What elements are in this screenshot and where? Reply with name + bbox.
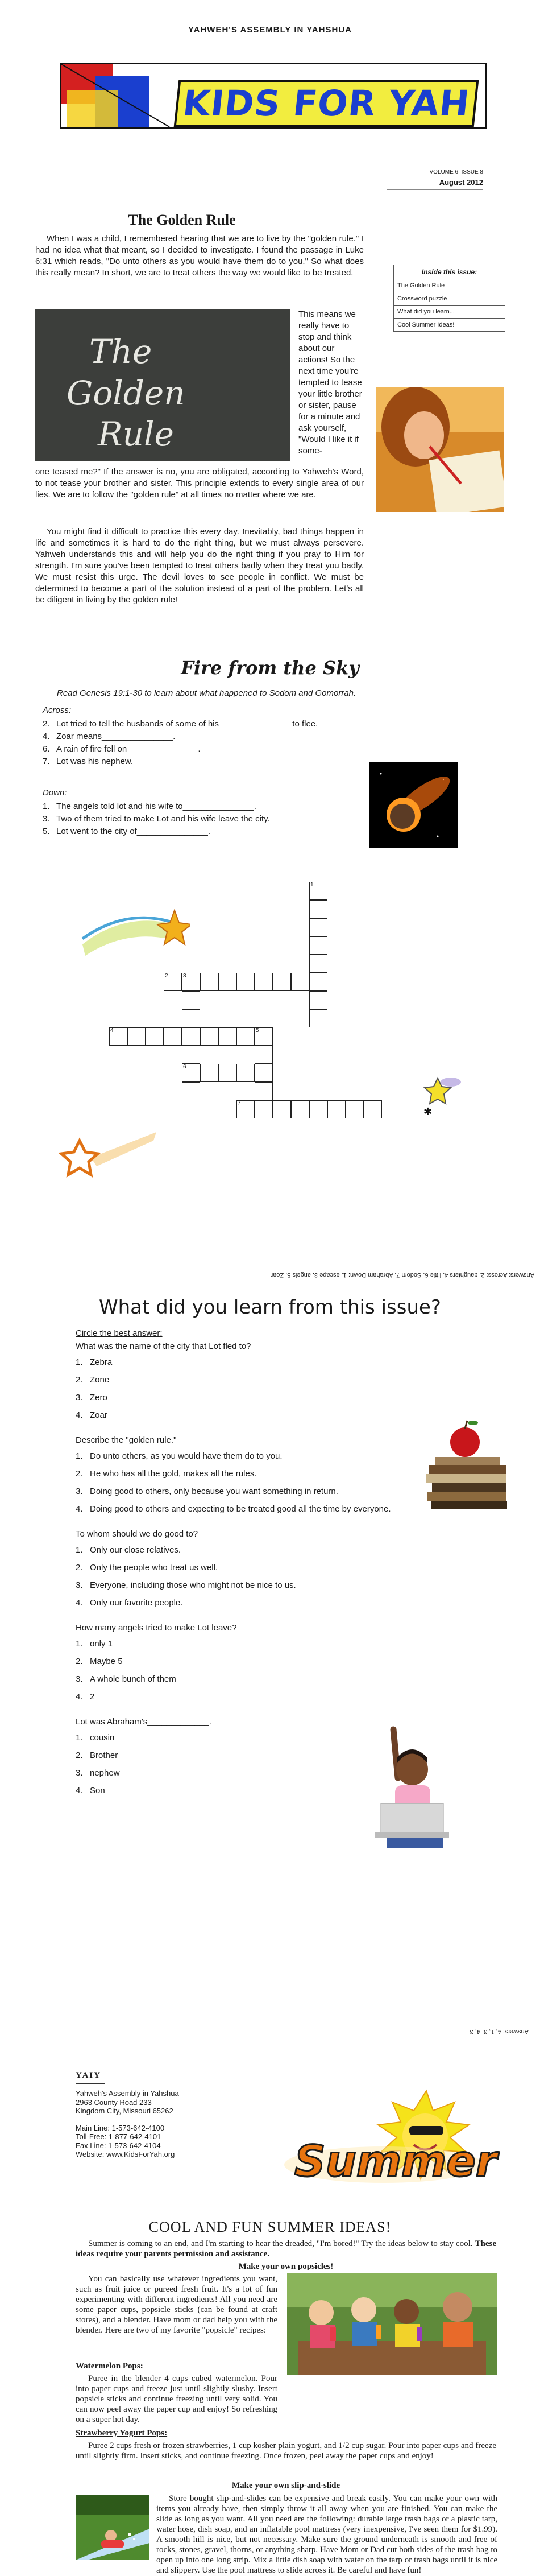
popsicle: [417, 2327, 422, 2341]
crossword-cell[interactable]: [146, 1027, 164, 1046]
clue-text: Lot tried to tell the husbands of some of his _______________to flee.: [56, 719, 318, 729]
option-number: 1.: [76, 1357, 83, 1367]
answer-option[interactable]: [76, 1594, 428, 1612]
book: [427, 1492, 506, 1501]
popsicle-paragraph: You can basically use whatever ingredients you want, such as fruit juice or pureed fresh fruit. It's a lot of fun experimenting with different ingredients! All you need are some paper cups, popsicle sticks (can be found at craft stores), and a blender. Have mom or dad help you with the blender. Here are two of my favorite "popsicle" recipes:: [76, 2274, 277, 2335]
contact-line: Kingdom City, Missouri 65262: [76, 2107, 173, 2115]
clue-item: [43, 813, 378, 825]
star: [437, 836, 439, 837]
meteor-image: [369, 762, 458, 848]
answer-option[interactable]: [76, 1353, 428, 1371]
clue-number: 6.: [43, 744, 50, 754]
answer-option[interactable]: [76, 1576, 428, 1594]
answer-option[interactable]: [76, 1447, 428, 1465]
girl-writing-photo: [376, 387, 504, 512]
water-splash: [133, 2538, 135, 2540]
chalk-word-2: Golden: [67, 374, 185, 412]
clue-text: The angels told lot and his wife to_______________.: [56, 802, 256, 811]
kids-popsicles-illustration: [287, 2273, 497, 2375]
crossword-cell[interactable]: [291, 973, 309, 991]
summer-clipart: [284, 2085, 500, 2187]
apple-stem: [465, 1421, 467, 1429]
comet-star: [61, 1141, 98, 1175]
issue-date: August 2012: [439, 178, 483, 187]
crossword-grid: [0, 876, 540, 1107]
strawberry-paragraph: Puree 2 cups fresh or frozen strawberries, 1 cup kosher plain yogurt, and 1/2 cup sugar. Pour into paper cups and freeze until slightly firm. Insert sticks, and continue freezing. Once frozen, peel away the paper cups and enjoy!: [76, 2441, 496, 2461]
crossword-cell[interactable]: [182, 1046, 200, 1064]
watermelon-paragraph: Puree in the blender 4 cups cubed watermelon. Pour into paper cups and freeze just until slightly slushy. Insert popsicle sticks and continue freezing until very solid. You can now peel away the paper cup and enjoy! So refreshing on a super hot day.: [76, 2374, 277, 2424]
crossword-cell[interactable]: [309, 918, 327, 936]
option-number: 3.: [76, 1393, 83, 1402]
contact-block: [76, 2089, 223, 2159]
crossword-cell[interactable]: [346, 1100, 364, 1118]
girl-writing-illustration: [376, 387, 504, 512]
option-number: 1.: [76, 1639, 83, 1649]
crossword-cell[interactable]: [309, 1009, 327, 1027]
crossword-title: Fire from the Sky: [181, 657, 359, 679]
kids-popsicles-photo: [287, 2273, 497, 2375]
crossword-cell[interactable]: [236, 1027, 255, 1046]
option-number: 1.: [76, 1451, 83, 1461]
summer-ideas-title: COOL AND FUN SUMMER IDEAS!: [148, 2219, 392, 2235]
crossword-cell[interactable]: [200, 1064, 218, 1082]
clue-text: Lot was his nephew.: [56, 757, 134, 766]
sidebar-item: The Golden Rule: [394, 279, 505, 292]
crossword-cell-number: 5: [256, 1027, 259, 1034]
question-text: Describe the "golden rule.": [76, 1435, 177, 1445]
crossword-cell-number: 3: [183, 973, 186, 979]
clue-text: A rain of fire fell on_______________.: [56, 744, 201, 754]
answer-option[interactable]: [76, 1406, 428, 1424]
clue-number: 3.: [43, 814, 50, 824]
crossword-cell[interactable]: [291, 1100, 309, 1118]
book: [426, 1474, 506, 1483]
sidebar-item: Cool Summer Ideas!: [397, 321, 455, 328]
answer-option[interactable]: [76, 1483, 428, 1500]
crossword-cell[interactable]: [127, 1027, 146, 1046]
summer-intro-warning: These ideas require your parents permission and assistance.: [76, 2239, 496, 2259]
child-with-laptop-image: [364, 1724, 460, 1849]
answer-option[interactable]: [76, 1653, 428, 1670]
option-text: Zone: [90, 1375, 110, 1385]
quiz-title: What did you learn from this issue?: [99, 1296, 441, 1319]
option-text: nephew: [90, 1768, 120, 1778]
crossword-cell-number: 6: [183, 1064, 186, 1070]
child-legs: [387, 1838, 443, 1848]
watermelon-heading: Watermelon Pops:: [76, 2362, 143, 2371]
article-paragraph-wrap: This means we really have to stop and think about our actions! So the next time you're tempted to tease your little brother or sister, pause for a minute and ask yourself, "Would I like it if some-: [298, 309, 362, 456]
popsicle: [330, 2327, 336, 2341]
summer-word: Summer: [294, 2136, 497, 2186]
quiz-question: [76, 1341, 428, 1424]
crossword-cell[interactable]: [309, 900, 327, 918]
option-number: 2.: [76, 1657, 83, 1666]
answer-option[interactable]: [76, 1500, 428, 1518]
option-text: Only our favorite people.: [90, 1598, 183, 1608]
chalkboard-art: [35, 309, 290, 461]
meteor-rock: [390, 804, 415, 829]
crossword-cell[interactable]: [255, 1064, 273, 1082]
question-text: To whom should we do good to?: [76, 1529, 198, 1539]
option-number: 4.: [76, 1598, 83, 1608]
banner-yellow-square: [67, 90, 118, 127]
option-number: 3.: [76, 1580, 83, 1590]
adult-shirt: [443, 2322, 473, 2347]
option-number: 1.: [76, 1733, 83, 1743]
option-number: 4.: [76, 1692, 83, 1702]
option-text: Son: [90, 1786, 105, 1795]
option-text: Doing good to others, only because you want something in return.: [90, 1487, 338, 1496]
option-text: Brother: [90, 1751, 118, 1760]
quiz-answers-upside-down: Answers: 4, 1, 3, 4, 3: [470, 2028, 529, 2035]
child-face: [351, 2297, 376, 2322]
option-number: 2.: [76, 1375, 83, 1385]
slip-and-slide-photo: [76, 2495, 149, 2560]
summer-intro-text: Summer is coming to an end, and I'm starting to hear the dreaded, "I'm bored!" Try the ideas below to stay cool.: [88, 2239, 473, 2248]
star: [380, 773, 382, 775]
crossword-cell[interactable]: [327, 1100, 346, 1118]
logo-underline: [76, 2083, 105, 2084]
option-text: He who has all the gold, makes all the rules.: [90, 1469, 257, 1479]
apple: [450, 1427, 480, 1457]
option-text: only 1: [90, 1639, 113, 1649]
contact-line: Main Line: 1-573-642-4100: [76, 2123, 165, 2132]
chalkboard-image: [35, 309, 290, 461]
option-text: Zoar: [90, 1410, 107, 1420]
child-body: [101, 2540, 124, 2548]
option-number: 1.: [76, 1545, 83, 1555]
org-name-header: YAHWEH'S ASSEMBLY IN YAHSHUA: [188, 25, 352, 35]
option-text: Zebra: [90, 1357, 113, 1367]
clue-number: 2.: [43, 719, 50, 729]
crossword-cell[interactable]: [236, 1064, 255, 1082]
clue-text: Lot went to the city of_______________.: [56, 827, 211, 836]
child-shirt: [395, 2324, 420, 2347]
clue-number: 5.: [43, 827, 50, 836]
small-star-glow: [441, 1078, 461, 1087]
contact-line: Website: www.KidsForYah.org: [76, 2150, 175, 2158]
crossword-cell[interactable]: [309, 936, 327, 955]
clue-number: 7.: [43, 757, 50, 766]
answer-option[interactable]: [76, 1371, 428, 1389]
option-number: 4.: [76, 1786, 83, 1795]
question-text: Lot was Abraham's_____________.: [76, 1717, 211, 1727]
option-number: 3.: [76, 1674, 83, 1684]
crossword-cell-number: 7: [238, 1100, 241, 1107]
child-face: [394, 2299, 419, 2324]
divider: [387, 189, 483, 190]
crossword-cell[interactable]: [273, 1100, 291, 1118]
clue-number: 4.: [43, 732, 50, 741]
clue-item: [43, 730, 378, 743]
crossword-cell[interactable]: [182, 1009, 200, 1027]
shooting-star-decoration: [57, 1126, 159, 1189]
crossword-cell[interactable]: [236, 973, 255, 991]
volume-issue: VOLUME 6, ISSUE 8: [429, 169, 483, 175]
option-text: Doing good to others and expecting to be treated good all the time by everyone.: [90, 1504, 391, 1514]
crossword-cell[interactable]: [182, 1027, 200, 1046]
crossword-cell[interactable]: [309, 1100, 327, 1118]
option-number: 4.: [76, 1504, 83, 1514]
crossword-cell[interactable]: [364, 1100, 382, 1118]
option-text: cousin: [90, 1733, 115, 1743]
option-number: 4.: [76, 1410, 83, 1420]
crossword-cell[interactable]: [200, 1027, 218, 1046]
crossword-cell[interactable]: [218, 1064, 236, 1082]
question-text: What was the name of the city that Lot fled to?: [76, 1341, 251, 1351]
crossword-cell[interactable]: [255, 1100, 273, 1118]
option-text: Zero: [90, 1393, 107, 1402]
crossword-cell[interactable]: [200, 973, 218, 991]
answer-option[interactable]: [76, 1389, 428, 1406]
article-title: The Golden Rule: [128, 212, 236, 228]
chalk-word-1: The: [89, 332, 152, 371]
crossword-intro: Read Genesis 19:1-30 to learn about what happened to Sodom and Gomorrah.: [57, 688, 356, 698]
article-paragraph-continued: one teased me?" If the answer is no, you are obligated, according to Yahweh's Word, to not tease your brother and sister. This principle extends to every single area of our lies. We are to follow the "golden rule" at all times no matter where we are.: [35, 467, 364, 499]
summer-intro: [76, 2239, 496, 2259]
answer-option[interactable]: [76, 1559, 428, 1576]
contact-line: 2963 County Road 233: [76, 2098, 152, 2107]
answer-option[interactable]: [76, 1670, 428, 1688]
crossword-cell[interactable]: [182, 991, 200, 1009]
quiz-question: [76, 1435, 428, 1518]
down-heading: Down:: [43, 788, 67, 798]
clue-item: [43, 825, 378, 838]
crossword-cell[interactable]: [309, 955, 327, 973]
crossword-cell[interactable]: [182, 1082, 200, 1100]
answer-option[interactable]: [76, 1688, 428, 1706]
option-text: Do unto others, as you would have them do to you.: [90, 1451, 283, 1461]
quiz-instruction: Circle the best answer:: [76, 1328, 163, 1338]
apple-leaf: [468, 1421, 478, 1425]
crossword-cell[interactable]: [309, 991, 327, 1009]
clue-text: Two of them tried to make Lot and his wife leave the city.: [56, 814, 270, 824]
water-splash: [128, 2533, 131, 2536]
yaiy-logo: YAIY: [76, 2071, 101, 2080]
clue-item: [43, 743, 378, 756]
laptop-screen: [381, 1803, 443, 1833]
slide-heading: Make your own slip-and-slide: [231, 2481, 340, 2490]
crossword-cell[interactable]: [273, 973, 291, 991]
book: [431, 1501, 507, 1509]
slide-paragraph: Store bought slip-and-slides can be expensive and break easily. You can make your own with items you already have, then simply throw it all away when you are finished. You can make the slide as long as you want. All you need are the following: durable large trash bags or a plastic tarp, water hose, dish soap, and an inflatable pool mattress (very inexpensive, I've seen them for $1.99). A smooth hill is nice, but not necessary. Make sure the ground underneath is smooth and free of rocks, stones, gravel, thorns, or anything sharp. Have Mom or Dad cut both sides of the trash bag to open up into one long strip. Mix a little dish soap with water on the tarp or trash bags until it is nice and slippery. Use the pool mattress to slide across it. Be careful and have fun!: [156, 2494, 497, 2575]
popsicle: [376, 2325, 381, 2339]
option-number: 3.: [76, 1487, 83, 1496]
trees: [76, 2495, 149, 2515]
child-face: [309, 2300, 334, 2325]
crossword-cell-number: 4: [110, 1027, 114, 1034]
article-paragraph-2: You might find it difficult to practice this every day. Inevitably, bad things happen in life and sometimes it is hard to do the right thing, but we must always persevere. Yahweh understands this and will help you do the right thing if you pray to Him for strength. I'm sure you've been tempted to treat others badly when they treat you badly. We must resist this urge. The devil loves to see people in conflict. We must be determined to become a part of the solution instead of a part of the problem. Let's all be diligent in living by the golden rule!: [35, 527, 364, 605]
strawberry-heading: Strawberry Yogurt Pops:: [76, 2429, 168, 2438]
clue-item: [43, 718, 378, 730]
popsicle-heading: Make your own popsicles!: [238, 2262, 334, 2271]
option-text: Only our close relatives.: [90, 1545, 181, 1555]
sunglasses: [409, 2126, 443, 2135]
down-clue-list: [43, 800, 378, 838]
clue-number: 1.: [43, 802, 50, 811]
child-head: [105, 2530, 117, 2541]
sidebar-item: What did you learn...: [394, 306, 505, 319]
across-clue-list: [43, 718, 378, 768]
answer-option[interactable]: [76, 1465, 428, 1483]
sparkle: ✱: [423, 1106, 433, 1117]
option-number: 2.: [76, 1563, 83, 1572]
meteor-illustration: [369, 762, 458, 848]
contact-line: Yahweh's Assembly in Yahshua: [76, 2089, 179, 2098]
small-star-decoration: [418, 1070, 463, 1118]
comet-tail: [91, 1132, 156, 1166]
crossword-cell[interactable]: [309, 973, 327, 991]
option-number: 3.: [76, 1768, 83, 1778]
article-paragraph: When I was a child, I remembered hearing that we are to live by the "golden rule." I had no idea what that meant, so I decided to investigate. I found the passage in Luke 6:31 which reads, "Do unto others as you would have them do to you." So what does this really mean? In short, we are to treat others the way we would like to be treated.: [35, 234, 364, 278]
crossword-cell[interactable]: [218, 1027, 236, 1046]
contact-spacer: [76, 2116, 223, 2124]
books-apple-image: [421, 1408, 512, 1510]
crossword-cell-number: 2: [165, 973, 168, 979]
crossword-cell[interactable]: [255, 1046, 273, 1064]
book: [429, 1465, 506, 1474]
question-text: How many angels tried to make Lot leave?: [76, 1623, 237, 1633]
clue-item: [43, 800, 378, 813]
laptop-base: [375, 1832, 449, 1838]
across-heading: Across:: [43, 705, 72, 715]
option-number: 2.: [76, 1751, 83, 1760]
option-text: Maybe 5: [90, 1657, 123, 1666]
option-number: 2.: [76, 1469, 83, 1479]
slip-and-slide-illustration: [76, 2495, 149, 2560]
banner-title: KIDS FOR YAH: [174, 80, 479, 127]
option-text: 2: [90, 1692, 95, 1702]
answer-option[interactable]: [76, 1635, 428, 1653]
sidebar-item: Crossword puzzle: [394, 292, 505, 306]
option-text: Everyone, including those who might not be nice to us.: [90, 1580, 296, 1590]
crossword-cell-number: 1: [310, 882, 314, 888]
crossword-cell[interactable]: [164, 1027, 182, 1046]
crossword-answers-upside-down: Answers: Across: 2. daughters 4. little 6. Sodom 7. Abraham Down: 1. escape 3. angels 5. Zoar: [271, 1272, 534, 1278]
sidebar-title: Inside this issue:: [394, 265, 505, 279]
crossword-cell[interactable]: [218, 973, 236, 991]
chalk-word-3: Rule: [98, 415, 174, 453]
answer-option[interactable]: [76, 1541, 428, 1559]
clue-text: Zoar means_______________.: [56, 732, 176, 741]
quiz-question: [76, 1529, 428, 1612]
crossword-cell[interactable]: [255, 1082, 273, 1100]
girl-face: [404, 411, 444, 459]
inside-this-issue-box: [393, 265, 505, 332]
quiz-question: [76, 1623, 428, 1706]
child-shirt: [352, 2322, 377, 2346]
crossword-cell[interactable]: [255, 973, 273, 991]
option-text: A whole bunch of them: [90, 1674, 176, 1684]
adult-face: [443, 2292, 472, 2322]
contact-line: Fax Line: 1-573-642-4104: [76, 2141, 161, 2150]
contact-line: Toll-Free: 1-877-642-4101: [76, 2132, 161, 2141]
book: [435, 1457, 500, 1465]
clue-item: [43, 756, 378, 768]
option-text: Only the people who treat us well.: [90, 1563, 218, 1572]
book: [432, 1483, 506, 1492]
